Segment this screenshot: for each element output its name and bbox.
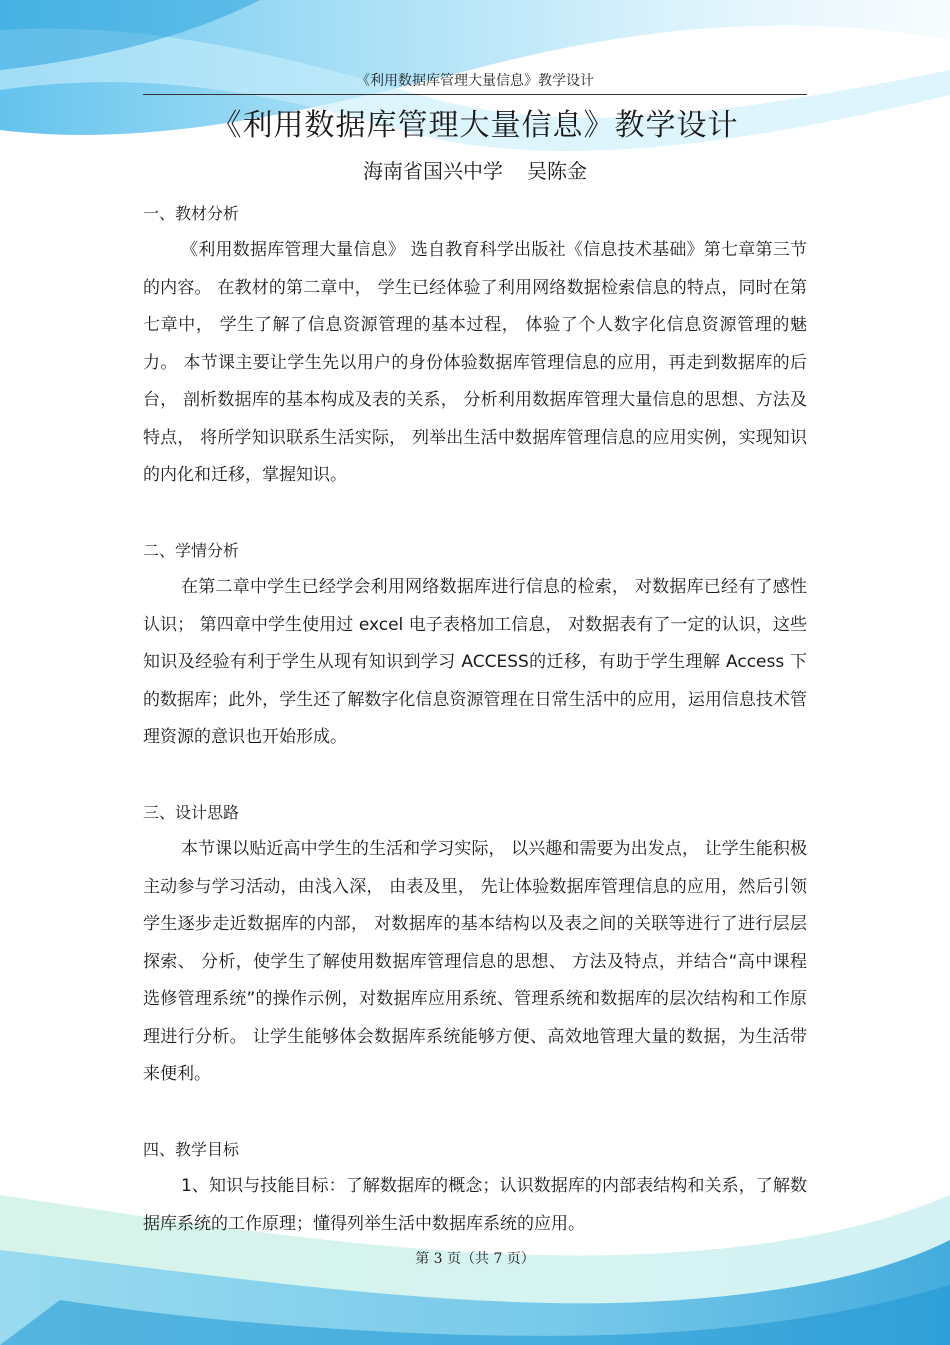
running-header: 《利用数据库管理大量信息》教学设计: [356, 73, 594, 89]
author-name: 吴陈金: [527, 159, 587, 183]
page-number-footer: 第 3 页（共 7 页）: [415, 1251, 535, 1267]
author-line: [0, 155, 950, 184]
paragraph-textbook-analysis: 《利用数据库管理大量信息》 选自教育科学出版社《信息技术基础》第七章第三节的内容。 在教材的第二章中， 学生已经体验了利用网络数据检索信息的特点，同时在第七章中， 学生了解了信息资源管理的基本过程， 体验了个人数字化信息资源管理的魅力。 本节课主要让学生先以用户的身份体验数据库管理信息的应用，再走到数据库的后台， 剖析数据库的基本构成及表的关系， 分析利用数据库管理大量信息的思想、方法及特点， 将所学知识联系生活实际， 列举出生活中数据库管理信息的应用实例，实现知识的内化和迁移，掌握知识。: [143, 240, 807, 485]
document-title: 《利用数据库管理大量信息》教学设计: [211, 108, 739, 143]
header-rule: [143, 94, 807, 95]
paragraph-student-analysis: 在第二章中学生已经学会利用网络数据库进行信息的检索， 对数据库已经有了感性认识； 第四章中学生使用过 excel 电子表格加工信息， 对数据表有了一定的认识，这些知识及经验有利于学生从现有知识到学习 ACCESS的迁移，有助于学生理解 Access 下的数据库；此外，学生还了解数字化信息资源管理在日常生活中的应用，运用信息技术管理资源的意识也开始形成。: [143, 577, 807, 747]
section-heading-design-idea: 三、设计思路: [143, 803, 240, 822]
section-heading-student-analysis: 二、学情分析: [143, 541, 240, 560]
paragraph-teaching-goal-1: 1、知识与技能目标：了解数据库的概念；认识数据库的内部表结构和关系，了解数据库系统的工作原理；懂得列举生活中数据库系统的应用。: [143, 1176, 807, 1234]
section-heading-teaching-goals: 四、教学目标: [143, 1140, 240, 1159]
section-heading-textbook-analysis: 一、教材分析: [143, 204, 240, 223]
paragraph-design-idea: 本节课以贴近高中学生的生活和学习实际， 以兴趣和需要为出发点， 让学生能积极主动参与学习活动，由浅入深， 由表及里， 先让体验数据库管理信息的应用，然后引领学生逐步走近数据库的内部， 对数据库的基本结构以及表之间的关联等进行了进行层层探索、 分析，使学生了解使用数据库管理信息的思想、 方法及特点，并结合“高中课程选修管理系统”的操作示例，对数据库应用系统、管理系统和数据库的层次结构和工作原理进行分析。 让学生能够体会数据库系统能够方便、高效地管理大量的数据，为生活带来便利。: [143, 839, 807, 1084]
school-name: 海南省国兴中学: [363, 159, 503, 183]
